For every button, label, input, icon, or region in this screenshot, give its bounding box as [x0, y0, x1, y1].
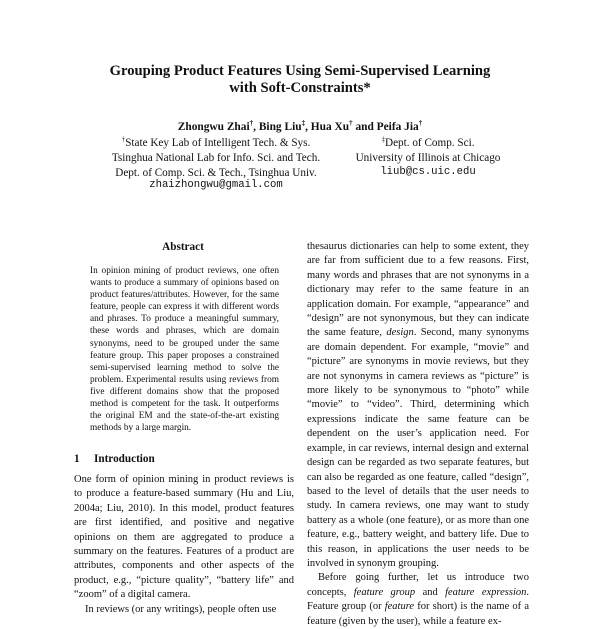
title-line-2: with Soft-Constraints*: [229, 80, 371, 96]
affiliation-mark: ‡: [381, 135, 385, 144]
title-line-1: Grouping Product Features Using Semi-Supervised Learning: [109, 63, 491, 79]
author-email-right: liub@cs.uic.edu: [380, 166, 476, 178]
author-list: [60, 121, 540, 133]
emphasis: feature expression: [445, 586, 527, 598]
emphasis: feature group: [353, 586, 416, 598]
abstract-body: [90, 265, 279, 434]
paragraph: One form of opinion mining in product reviews is to produce a feature-based summary (Hu and Liu, 2004a; Liu, 2010). In this model, product features are first identified, and positive and negative opinions on them are aggregated to produce a summary on the features. Features of a product are attributes, components and other aspects of the product, e.g., “picture quality”, “battery life” and “zoom” of a digital camera.: [74, 474, 294, 601]
author-separator: ,: [253, 121, 259, 133]
section-heading: [74, 453, 294, 465]
text-run: . Second, many synonyms are domain dependent. For example, “movie” and “picture” are synonyms in movie reviews, but they are not synonyms in camera reviews as “picture” is more likely to be synonymous to “photo” while “movie” to “video”. Third, determining which expressions indicate the same feature can be dependent on the user’s application need. For example, in car reviews, internal design and external design can be regarded as two separate features, but can also be regarded as one feature, called “design”, based to the level of details that the user needs to study. In camera reviews, one may want to study battery as a whole (one feature), or as more than one feature, e.g., battery weight, and battery life. Due to this reason, in applications the user needs to be involved in synonym grouping.: [307, 327, 530, 569]
affiliation-line: Tsinghua National Lab for Info. Sci. and Tech.: [111, 152, 321, 164]
paragraph: [307, 240, 529, 571]
affiliation-line: University of Illinois at Chicago: [355, 152, 501, 164]
author-mark: †: [418, 119, 423, 128]
emphasis: design: [386, 327, 414, 339]
left-column-body: [74, 473, 294, 617]
abstract-heading: Abstract: [162, 241, 204, 253]
text-run: thesaurus dictionaries can help to some extent, they are far from sufficient due to a few reasons. First, many words and phrases that are not synonyms in a dictionary may refer to the same feature in an application domain. For example, “appearance” and “design” are not synonymous, but they can indicate the same feature,: [307, 241, 529, 339]
author-email-left: zhaizhongwu@gmail.com: [149, 179, 283, 191]
paper-title: [60, 63, 540, 97]
affiliation-uic: [338, 136, 518, 166]
author-separator: ,: [305, 121, 311, 133]
author-mark: †: [349, 119, 353, 128]
abstract-text: In opinion mining of product reviews, one often wants to produce a summary of opinions based on product features/attributes. However, for the same feature, people can express it with different words and phrases. To produce a meaningful summary, these words and phrases, which are domain synonyms, need to be grouped under the same feature group. This paper proposes a constrained semi-supervised learning method to solve the problem. Experimental results using reviews from five different domains show that the proposed method is competent for the task. It outperforms the original EM and the state-of-the-art existing methods by a large margin.: [90, 266, 279, 434]
affiliation-line: State Key Lab of Intelligent Tech. & Sys.: [125, 137, 311, 149]
paragraph: In reviews (or any writings), people often use: [85, 603, 277, 615]
section-title: Introduction: [94, 453, 155, 465]
text-run: for short) is the name of a feature (given by the user), while a feature ex-: [307, 601, 529, 627]
author-name: Hua Xu: [310, 121, 350, 133]
author-name: Peifa Jia: [376, 121, 419, 133]
emphasis: feature: [384, 601, 415, 613]
affiliation-tsinghua: [100, 136, 332, 181]
paragraph: [307, 571, 529, 629]
author-name: Bing Liu: [258, 121, 302, 133]
author-name: Zhongwu Zhai: [177, 121, 250, 133]
text-run: and: [415, 586, 446, 598]
author-mark: †: [249, 119, 254, 128]
text-run: . Feature group (or: [307, 586, 529, 613]
section-number: 1: [74, 453, 80, 465]
author-mark: ‡: [301, 119, 306, 128]
affiliation-line: Dept. of Comp. Sci.: [385, 137, 475, 149]
affiliation-mark: †: [121, 135, 126, 144]
affiliation-line: Dept. of Comp. Sci. & Tech., Tsinghua Univ.: [115, 167, 317, 179]
right-column-body: [307, 240, 529, 629]
author-and: and: [352, 121, 377, 133]
text-run: Before going further, let us introduce two concepts,: [307, 572, 529, 598]
